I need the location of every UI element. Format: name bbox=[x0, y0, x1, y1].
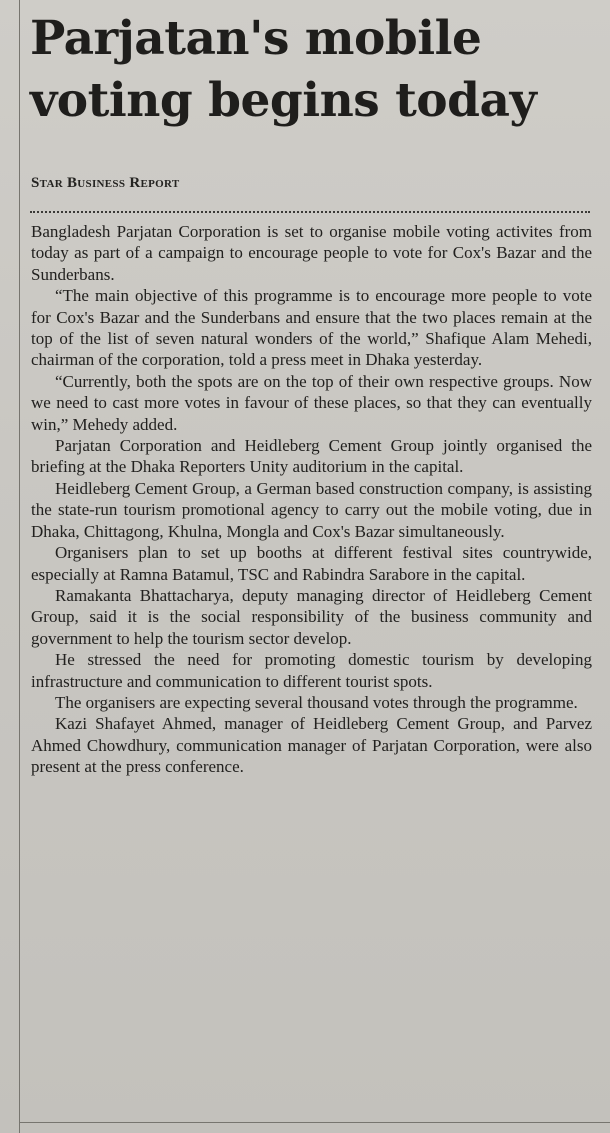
paragraph: Parjatan Corporation and Heidleberg Cement Group jointly organised the briefing at the Dhaka Reporters Unity auditorium in the capital. bbox=[31, 436, 592, 477]
headline: Parjatan's mobile voting begins today bbox=[30, 11, 537, 128]
paragraph: “The main objective of this programme is to encourage more people to vote for Cox's Bazar and the Sunderbans and ensure that the two places remain at the top of the list of seven natural wonders of the world,” Shafique Alam Mehedi, chairman of the corporation, told a press meet in Dhaka yesterday. bbox=[31, 286, 592, 370]
dotted-divider bbox=[30, 211, 590, 213]
column-rule-bottom bbox=[19, 1122, 610, 1123]
paragraph: The organisers are expecting several thousand votes through the programme. bbox=[55, 692, 578, 712]
paragraph: Kazi Shafayet Ahmed, manager of Heidleberg Cement Group, and Parvez Ahmed Chowdhury, communication manager of Parjatan Corporation, were also present at the press conference. bbox=[31, 714, 592, 777]
article-body bbox=[31, 221, 592, 778]
column-rule-left bbox=[19, 0, 20, 1133]
byline: Star Business Report bbox=[31, 175, 180, 191]
paragraph: Heidleberg Cement Group, a German based construction company, is assisting the state-run tourism promotional agency to carry out the mobile voting, due in Dhaka, Chittagong, Khulna, Mongla and Cox's Bazar simultaneously. bbox=[31, 478, 592, 541]
paragraph: He stressed the need for promoting domestic tourism by developing infrastructure and communication to different tourist spots. bbox=[31, 650, 592, 691]
paragraph: Organisers plan to set up booths at different festival sites countrywide, especially at Ramna Batamul, TSC and Rabindra Sarabore in the capital. bbox=[31, 543, 592, 584]
paragraph: “Currently, both the spots are on the top of their own respective groups. Now we need to cast more votes in favour of these places, so that they can eventually win,” Mehedy added. bbox=[31, 371, 592, 434]
paragraph: Ramakanta Bhattacharya, deputy managing director of Heidleberg Cement Group, said it is the social responsibility of the business community and government to help the tourism sector develop. bbox=[31, 585, 592, 648]
paragraph: Bangladesh Parjatan Corporation is set to organise mobile voting activites from today as part of a campaign to encourage people to vote for Cox's Bazar and the Sunderbans. bbox=[31, 222, 592, 284]
